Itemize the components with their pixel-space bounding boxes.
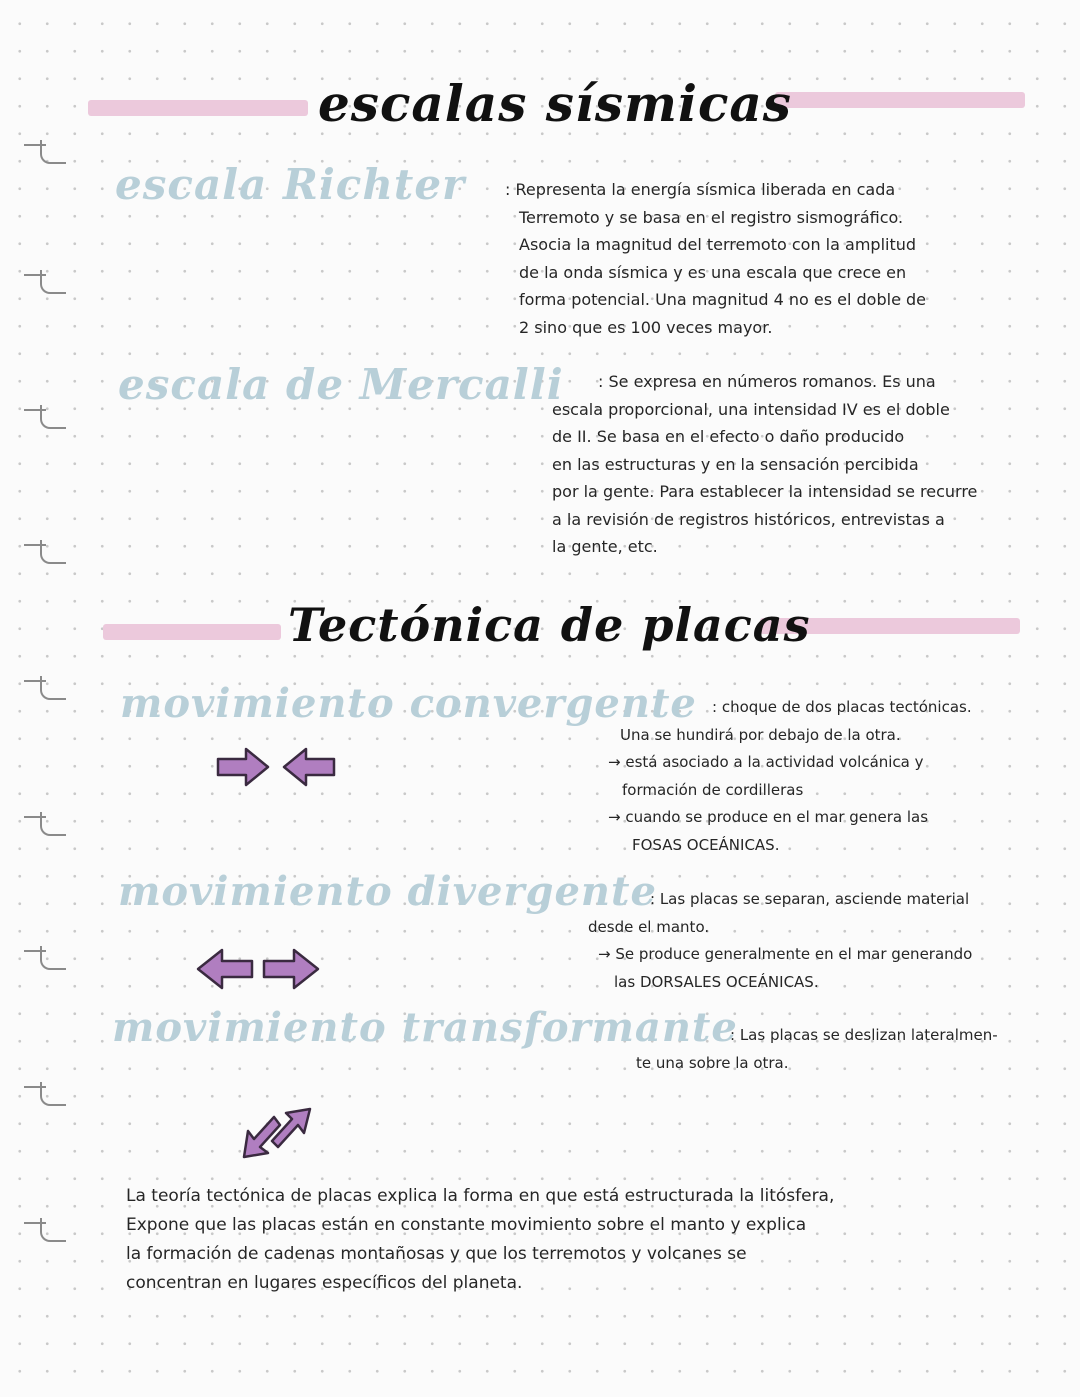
richter-line: de la onda sísmica y es una escala que crece en bbox=[519, 262, 907, 282]
divergente-heading: movimiento divergente bbox=[118, 868, 657, 915]
divergente-text bbox=[588, 886, 973, 996]
binder-ring bbox=[40, 270, 66, 294]
binder-ring bbox=[40, 540, 66, 564]
mercalli-line: por la gente. Para establecer la intensidad se recurre bbox=[552, 482, 978, 501]
richter-line: forma potencial. Una magnitud 4 no es el doble de bbox=[519, 290, 926, 309]
conclusion-line: La teoría tectónica de placas explica la forma en que está estructurada la litósfera, bbox=[126, 1186, 835, 1206]
convergente-text bbox=[608, 694, 972, 859]
richter-line: Terremoto y se basa en el registro sismográfico. bbox=[519, 207, 904, 227]
binder-ring bbox=[40, 140, 66, 164]
page-title: escalas sísmicas bbox=[318, 74, 792, 133]
transformante-heading: movimiento transformante bbox=[112, 1004, 738, 1051]
transformante-text bbox=[636, 1022, 998, 1077]
convergente-line: → cuando se produce en el mar genera las bbox=[608, 808, 929, 826]
divergente-line: las DORSALES OCEÁNICAS. bbox=[614, 972, 819, 991]
title-highlight-left bbox=[103, 624, 281, 640]
mercalli-text bbox=[552, 368, 978, 561]
binder-ring bbox=[40, 405, 66, 429]
title-highlight-right bbox=[775, 92, 1025, 108]
binder-ring bbox=[40, 946, 66, 970]
transformante-line: te una sobre la otra. bbox=[636, 1053, 789, 1072]
divergente-line: : Las placas se separan, asciende material bbox=[650, 890, 970, 908]
conclusion-line: Expone que las placas están en constante movimiento sobre el manto y explica bbox=[126, 1215, 807, 1235]
convergent-arrows-icon bbox=[212, 745, 342, 789]
convergente-line: → está asociado a la actividad volcánica y bbox=[608, 753, 924, 771]
richter-line: Asocia la magnitud del terremoto con la amplitud bbox=[519, 235, 917, 254]
convergente-line: : choque de dos placas tectónicas. bbox=[712, 698, 972, 716]
mercalli-line: a la revisión de registros históricos, entrevistas a bbox=[552, 509, 945, 529]
mercalli-line: escala proporcional, una intensidad IV es el doble bbox=[552, 399, 950, 419]
richter-line: 2 sino que es 100 veces mayor. bbox=[519, 317, 773, 337]
divergente-line: → Se produce generalmente en el mar generando bbox=[598, 945, 973, 963]
binder-ring bbox=[40, 812, 66, 836]
section-title: Tectónica de placas bbox=[288, 598, 811, 652]
transform-arrows-icon bbox=[238, 1103, 318, 1163]
richter-heading: escala Richter bbox=[115, 160, 466, 209]
mercalli-line: de II. Se basa en el efecto o daño producido bbox=[552, 427, 905, 446]
conclusion-line: la formación de cadenas montañosas y que los terremotos y volcanes se bbox=[126, 1244, 747, 1264]
binder-ring bbox=[40, 1082, 66, 1106]
convergente-line: FOSAS OCEÁNICAS. bbox=[632, 835, 780, 854]
mercalli-line: : Se expresa en números romanos. Es una bbox=[598, 372, 936, 391]
convergente-line: Una se hundirá por debajo de la otra. bbox=[620, 725, 901, 744]
richter-text bbox=[505, 176, 926, 341]
mercalli-line: la gente, etc. bbox=[552, 537, 658, 556]
divergent-arrows-icon bbox=[192, 946, 324, 992]
convergente-heading: movimiento convergente bbox=[120, 680, 697, 727]
mercalli-heading: escala de Mercalli bbox=[118, 360, 564, 409]
divergente-line: desde el manto. bbox=[588, 917, 710, 936]
mercalli-line: en las estructuras y en la sensación percibida bbox=[552, 454, 919, 474]
title-highlight-left bbox=[88, 100, 308, 116]
conclusion-line: concentran en lugares específicos del planeta. bbox=[126, 1273, 523, 1293]
conclusion-text bbox=[126, 1182, 834, 1298]
binder-ring bbox=[40, 1218, 66, 1242]
richter-line: : Representa la energía sísmica liberada en cada bbox=[505, 180, 896, 199]
transformante-line: : Las placas se deslizan lateralmen- bbox=[730, 1026, 998, 1044]
binder-ring bbox=[40, 676, 66, 700]
convergente-line: formación de cordilleras bbox=[622, 780, 804, 799]
